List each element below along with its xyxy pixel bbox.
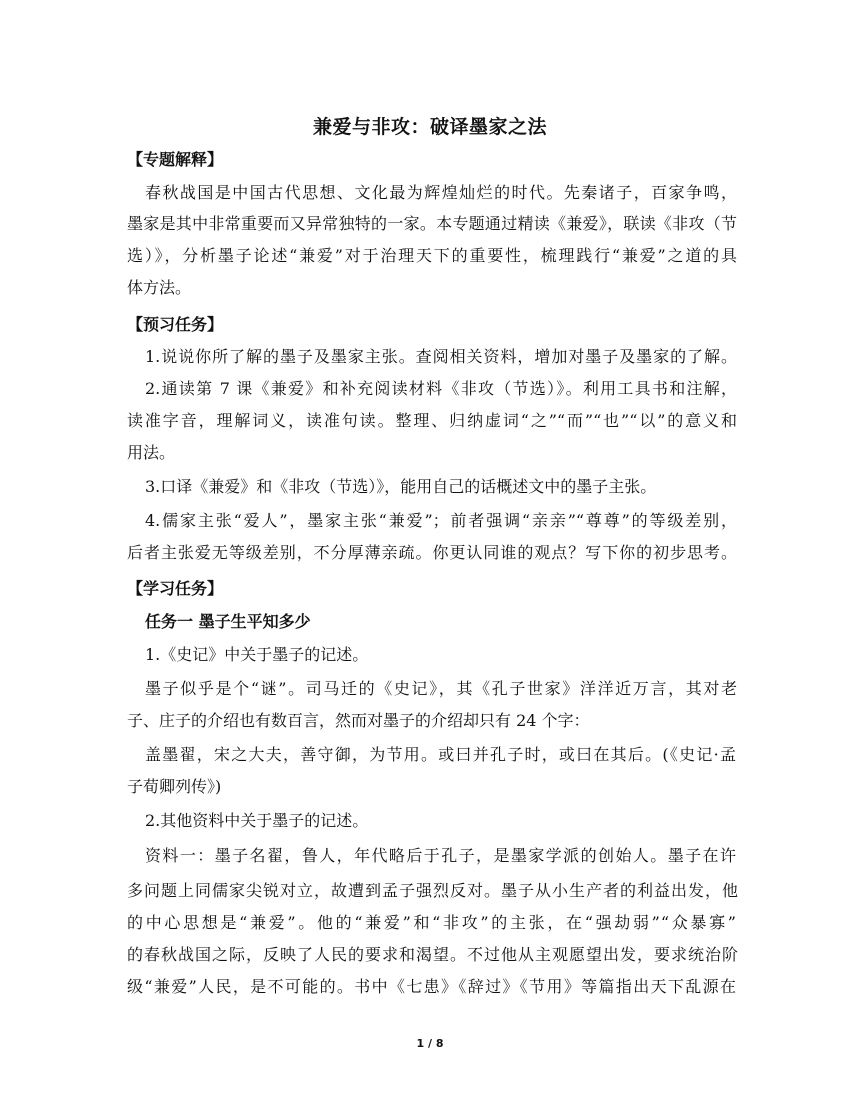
material1-line-2: 多问题上同儒家尖锐对立，故遭到孟子强烈反对。墨子从小生产者的利益出发，他 (127, 881, 740, 900)
study-line-2: 墨子似乎是个“谜”。司马迁的《史记》，其《孔子世家》洋洋近万言，其对老 (145, 679, 737, 698)
heading-study-tasks: 【学习任务】 (127, 579, 224, 598)
shiji-quote-line-1: 盖墨翟，宋之大夫，善守御，为节用。或曰并孔子时，或曰在其后。(《史记·孟 (145, 745, 737, 764)
preview-item-3: 3.口译《兼爱》和《非攻（节选）》，能用自己的话概述文中的墨子主张。 (145, 477, 657, 496)
material1-line-3: 的中心思想是“兼爱”。他的“兼爱”和“非攻”的主张，在“强劫弱”“众暴寡” (127, 913, 737, 932)
preview-item-4-cont: 后者主张爱无等级差别，不分厚薄亲疏。你更认同谁的观点？写下你的初步思考。 (127, 543, 737, 562)
intro-line-2: 墨家是其中非常重要而又异常独特的一家。本专题通过精读《兼爱》，联读《非攻（节 (127, 214, 737, 233)
material1-line-1: 资料一：墨子名翟，鲁人，年代略后于孔子，是墨家学派的创始人。墨子在许 (145, 846, 737, 865)
page-number: 1 / 8 (416, 1037, 444, 1050)
study-line-3: 子、庄子的介绍也有数百言，然而对墨子的介绍却只有 24 个字： (127, 711, 590, 730)
heading-topic-explanation: 【专题解释】 (127, 150, 224, 169)
task1-title: 任务一 墨子生平知多少 (145, 612, 311, 631)
shiji-quote-line-2: 子荀卿列传》) (127, 777, 222, 796)
preview-item-2-end: 用法。 (127, 443, 176, 462)
preview-item-1: 1.说说你所了解的墨子及墨家主张。查阅相关资料，增加对墨子及墨家的了解。 (145, 347, 737, 366)
study-line-6: 2.其他资料中关于墨子的记述。 (145, 811, 369, 830)
preview-item-2: 2.通读第 7 课《兼爱》和补充阅读材料《非攻（节选）》。利用工具书和注解， (145, 379, 737, 398)
document-title: 兼爱与非攻：破译墨家之法 (312, 116, 547, 138)
study-line-1: 1.《史记》中关于墨子的记述。 (145, 645, 369, 664)
heading-preview-tasks: 【预习任务】 (127, 315, 224, 334)
material1-line-5: 级“兼爱”人民，是不可能的。书中《七患》《辞过》《节用》等篇指出天下乱源在 (127, 977, 737, 996)
intro-line-3: 选）》，分析墨子论述“兼爱”对于治理天下的重要性，梳理践行“兼爱”之道的具 (127, 246, 737, 265)
preview-item-2-cont: 读准字音，理解词义，读准句读。整理、归纳虚词“之”“而”“也”“以”的意义和 (127, 411, 737, 430)
intro-line-1: 春秋战国是中国古代思想、文化最为辉煌灿烂的时代。先秦诸子，百家争鸣， (145, 183, 737, 202)
preview-item-4: 4.儒家主张“爱人”，墨家主张“兼爱”；前者强调“亲亲”“尊尊”的等级差别， (145, 511, 737, 530)
material1-line-4: 的春秋战国之际，反映了人民的要求和渴望。不过他从主观愿望出发，要求统治阶 (127, 945, 740, 964)
intro-line-4: 体方法。 (127, 278, 192, 297)
